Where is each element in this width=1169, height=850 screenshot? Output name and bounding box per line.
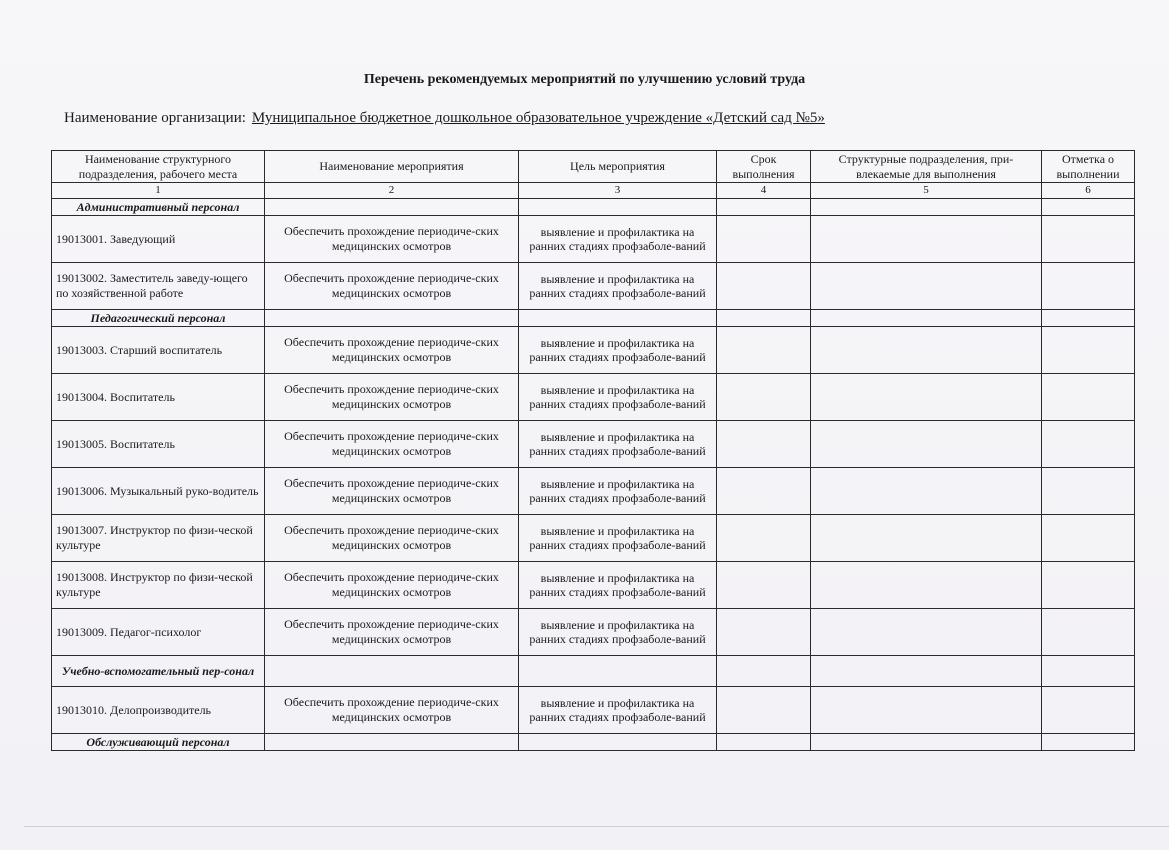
header-deadline: Срок выполнения — [717, 151, 811, 183]
empty-cell — [811, 199, 1042, 216]
deadline-cell — [717, 687, 811, 734]
goal-cell: выявление и профилактика на ранних стадиях профзаболе-ваний — [519, 515, 717, 562]
table-row — [52, 263, 1135, 310]
empty-cell — [717, 734, 811, 751]
column-number: 3 — [519, 183, 717, 199]
measure-cell: Обеспечить прохождение периодиче-ских медицинских осмотров — [265, 515, 519, 562]
mark-cell — [1042, 687, 1135, 734]
empty-cell — [717, 199, 811, 216]
empty-cell — [265, 199, 519, 216]
units-cell — [811, 609, 1042, 656]
mark-cell — [1042, 374, 1135, 421]
section-title: Учебно-вспомогательный пер-сонал — [52, 656, 265, 687]
workplace-cell: 19013002. Заместитель заведу-ющего по хозяйственной работе — [52, 263, 265, 310]
empty-cell — [519, 199, 717, 216]
measure-cell: Обеспечить прохождение периодиче-ских медицинских осмотров — [265, 687, 519, 734]
deadline-cell — [717, 562, 811, 609]
empty-cell — [519, 310, 717, 327]
empty-cell — [519, 656, 717, 687]
mark-cell — [1042, 421, 1135, 468]
section-row — [52, 734, 1135, 751]
header-units: Структурные подразделения, при-влекаемые для выполнения — [811, 151, 1042, 183]
empty-cell — [265, 656, 519, 687]
workplace-cell: 19013005. Воспитатель — [52, 421, 265, 468]
goal-cell: выявление и профилактика на ранних стадиях профзаболе-ваний — [519, 374, 717, 421]
workplace-cell: 19013010. Делопроизводитель — [52, 687, 265, 734]
measure-cell: Обеспечить прохождение периодиче-ских медицинских осмотров — [265, 374, 519, 421]
mark-cell — [1042, 609, 1135, 656]
empty-cell — [519, 734, 717, 751]
goal-cell: выявление и профилактика на ранних стадиях профзаболе-ваний — [519, 687, 717, 734]
deadline-cell — [717, 609, 811, 656]
organization-line — [64, 110, 833, 127]
units-cell — [811, 263, 1042, 310]
workplace-cell: 19013001. Заведующий — [52, 216, 265, 263]
section-row — [52, 656, 1135, 687]
goal-cell: выявление и профилактика на ранних стадиях профзаболе-ваний — [519, 216, 717, 263]
deadline-cell — [717, 327, 811, 374]
table-row — [52, 374, 1135, 421]
empty-cell — [1042, 656, 1135, 687]
mark-cell — [1042, 515, 1135, 562]
measure-cell: Обеспечить прохождение периодиче-ских медицинских осмотров — [265, 562, 519, 609]
mark-cell — [1042, 327, 1135, 374]
empty-cell — [811, 310, 1042, 327]
table-row — [52, 216, 1135, 263]
measure-cell: Обеспечить прохождение периодиче-ских медицинских осмотров — [265, 609, 519, 656]
table-header-row — [52, 151, 1135, 183]
workplace-cell: 19013004. Воспитатель — [52, 374, 265, 421]
section-row — [52, 310, 1135, 327]
empty-cell — [717, 310, 811, 327]
goal-cell: выявление и профилактика на ранних стадиях профзаболе-ваний — [519, 609, 717, 656]
organization-name: Муниципальное бюджетное дошкольное образовательное учреждение «Детский сад №5» — [251, 110, 825, 126]
table-row — [52, 468, 1135, 515]
column-number: 2 — [265, 183, 519, 199]
header-workplace: Наименование структурного подразделения, рабочего места — [52, 151, 265, 183]
table-row — [52, 515, 1135, 562]
measure-cell: Обеспечить прохождение периодиче-ских медицинских осмотров — [265, 216, 519, 263]
empty-cell — [717, 656, 811, 687]
section-title: Административный персонал — [52, 199, 265, 216]
section-title: Обслуживающий персонал — [52, 734, 265, 751]
measure-cell: Обеспечить прохождение периодиче-ских медицинских осмотров — [265, 327, 519, 374]
measure-cell: Обеспечить прохождение периодиче-ских медицинских осмотров — [265, 421, 519, 468]
goal-cell: выявление и профилактика на ранних стадиях профзаболе-ваний — [519, 327, 717, 374]
units-cell — [811, 374, 1042, 421]
header-mark: Отметка о выполнении — [1042, 151, 1135, 183]
header-goal: Цель мероприятия — [519, 151, 717, 183]
deadline-cell — [717, 216, 811, 263]
empty-cell — [265, 310, 519, 327]
deadline-cell — [717, 421, 811, 468]
column-number-row — [52, 183, 1135, 199]
measure-cell: Обеспечить прохождение периодиче-ских медицинских осмотров — [265, 468, 519, 515]
column-number: 4 — [717, 183, 811, 199]
empty-cell — [1042, 310, 1135, 327]
goal-cell: выявление и профилактика на ранних стадиях профзаболе-ваний — [519, 468, 717, 515]
table-row — [52, 687, 1135, 734]
goal-cell: выявление и профилактика на ранних стадиях профзаболе-ваний — [519, 562, 717, 609]
section-title: Педагогический персонал — [52, 310, 265, 327]
units-cell — [811, 562, 1042, 609]
workplace-cell: 19013003. Старший воспитатель — [52, 327, 265, 374]
mark-cell — [1042, 468, 1135, 515]
units-cell — [811, 327, 1042, 374]
empty-cell — [265, 734, 519, 751]
table-row — [52, 562, 1135, 609]
deadline-cell — [717, 468, 811, 515]
mark-cell — [1042, 216, 1135, 263]
empty-cell — [1042, 734, 1135, 751]
goal-cell: выявление и профилактика на ранних стадиях профзаболе-ваний — [519, 263, 717, 310]
column-number: 1 — [52, 183, 265, 199]
table-row — [52, 609, 1135, 656]
units-cell — [811, 687, 1042, 734]
units-cell — [811, 216, 1042, 263]
deadline-cell — [717, 374, 811, 421]
units-cell — [811, 468, 1042, 515]
mark-cell — [1042, 562, 1135, 609]
workplace-cell: 19013009. Педагог-психолог — [52, 609, 265, 656]
table-row — [52, 421, 1135, 468]
deadline-cell — [717, 263, 811, 310]
column-number: 5 — [811, 183, 1042, 199]
empty-cell — [811, 656, 1042, 687]
document-title: Перечень рекомендуемых мероприятий по улучшению условий труда — [363, 72, 806, 87]
deadline-cell — [717, 515, 811, 562]
page-edge — [24, 826, 1169, 827]
empty-cell — [1042, 199, 1135, 216]
workplace-cell: 19013006. Музыкальный руко-водитель — [52, 468, 265, 515]
header-measure: Наименование мероприятия — [265, 151, 519, 183]
units-cell — [811, 421, 1042, 468]
section-row — [52, 199, 1135, 216]
table-row — [52, 327, 1135, 374]
empty-cell — [811, 734, 1042, 751]
organization-label: Наименование организации: — [64, 110, 246, 126]
measure-cell: Обеспечить прохождение периодиче-ских медицинских осмотров — [265, 263, 519, 310]
mark-cell — [1042, 263, 1135, 310]
workplace-cell: 19013008. Инструктор по физи-ческой культуре — [52, 562, 265, 609]
column-number: 6 — [1042, 183, 1135, 199]
units-cell — [811, 515, 1042, 562]
workplace-cell: 19013007. Инструктор по физи-ческой культуре — [52, 515, 265, 562]
goal-cell: выявление и профилактика на ранних стадиях профзаболе-ваний — [519, 421, 717, 468]
measures-table — [51, 150, 1135, 751]
